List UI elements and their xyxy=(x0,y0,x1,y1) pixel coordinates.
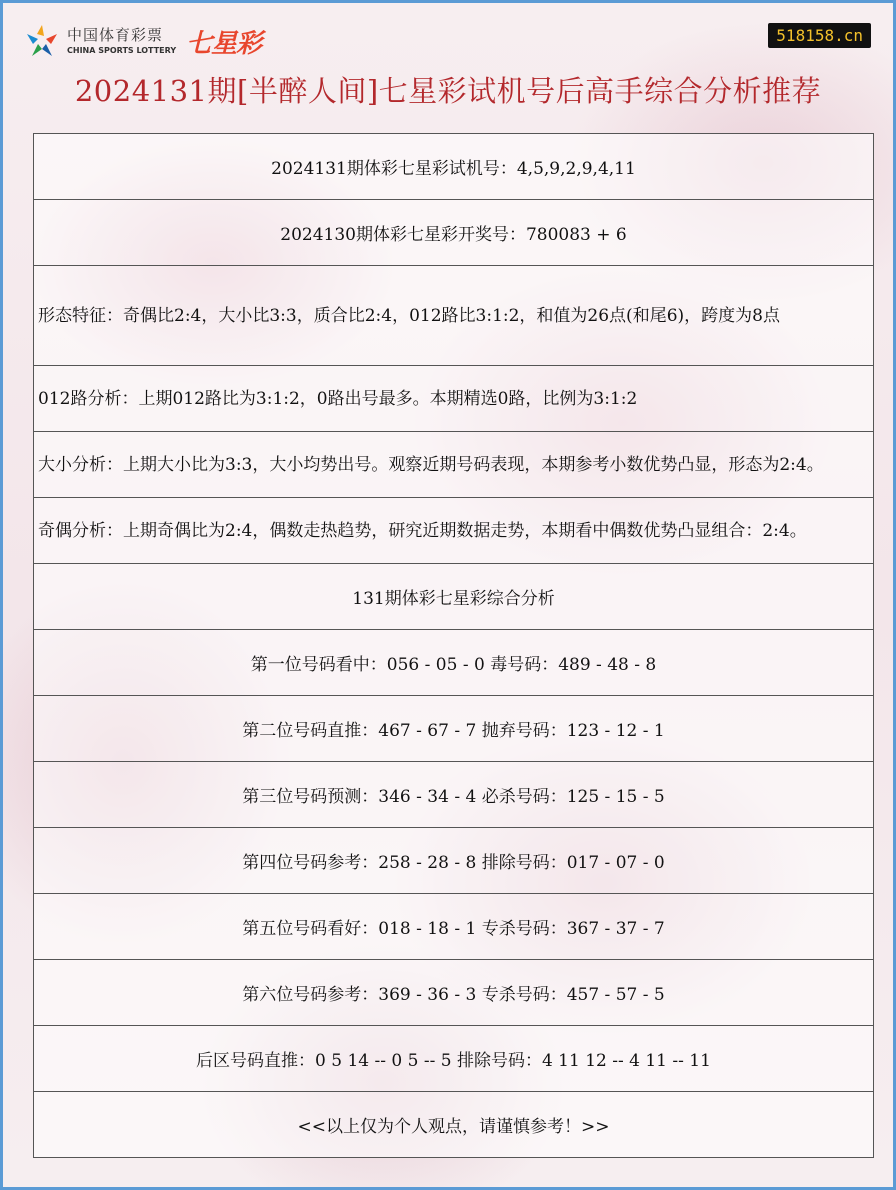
analysis-table xyxy=(33,133,874,1158)
table-row: 第四位号码参考：258 - 28 - 8 排除号码：017 - 07 - 0 xyxy=(34,828,873,894)
logo-en-text: CHINA SPORTS LOTTERY xyxy=(67,45,177,55)
table-row: 第三位号码预测：346 - 34 - 4 必杀号码：125 - 15 - 5 xyxy=(34,762,873,828)
table-row: 后区号码直推：0 5 14 -- 0 5 -- 5 排除号码：4 11 12 -- 4 11 -- 11 xyxy=(34,1026,873,1092)
table-row: 第五位号码看好：018 - 18 - 1 专杀号码：367 - 37 - 7 xyxy=(34,894,873,960)
table-row: 形态特征：奇偶比2:4，大小比3:3，质合比2:4，012路比3:1:2，和值为26点(和尾6)，跨度为8点 xyxy=(34,266,873,366)
table-row: 2024130期体彩七星彩开奖号：780083 + 6 xyxy=(34,200,873,266)
logo-cn-text: 中国体育彩票 xyxy=(67,25,164,44)
page-title: 2024131期[半醉人间]七星彩试机号后高手综合分析推荐 xyxy=(74,74,822,108)
table-row: 2024131期体彩七星彩试机号：4,5,9,2,9,4,11 xyxy=(34,134,873,200)
logo-brand-text: 七星彩 xyxy=(186,28,262,59)
table-row: 大小分析：上期大小比为3:3，大小均势出号。观察近期号码表现，本期参考小数优势凸显，形态为2:4。 xyxy=(34,432,873,498)
table-row: <<以上仅为个人观点，请谨慎参考！>> xyxy=(297,1117,610,1137)
table-row: 131期体彩七星彩综合分析 xyxy=(34,564,873,630)
table-row: 第二位号码直推：467 - 67 - 7 抛弃号码：123 - 12 - 1 xyxy=(34,696,873,762)
table-row: 奇偶分析：上期奇偶比为2:4，偶数走热趋势，研究近期数据走势，本期看中偶数优势凸显组合：2:4。 xyxy=(34,498,873,564)
table-row: 第一位号码看中：056 - 05 - 0 毒号码：489 - 48 - 8 xyxy=(34,630,873,696)
lottery-logo xyxy=(23,19,261,63)
site-badge[interactable]: 518158.cn xyxy=(768,23,871,48)
table-row: 012路分析：上期012路比为3:1:2，0路出号最多。本期精选0路，比例为3:1:2 xyxy=(34,366,873,432)
table-row: 第六位号码参考：369 - 36 - 3 专杀号码：457 - 57 - 5 xyxy=(34,960,873,1026)
lottery-star-icon xyxy=(23,22,61,60)
